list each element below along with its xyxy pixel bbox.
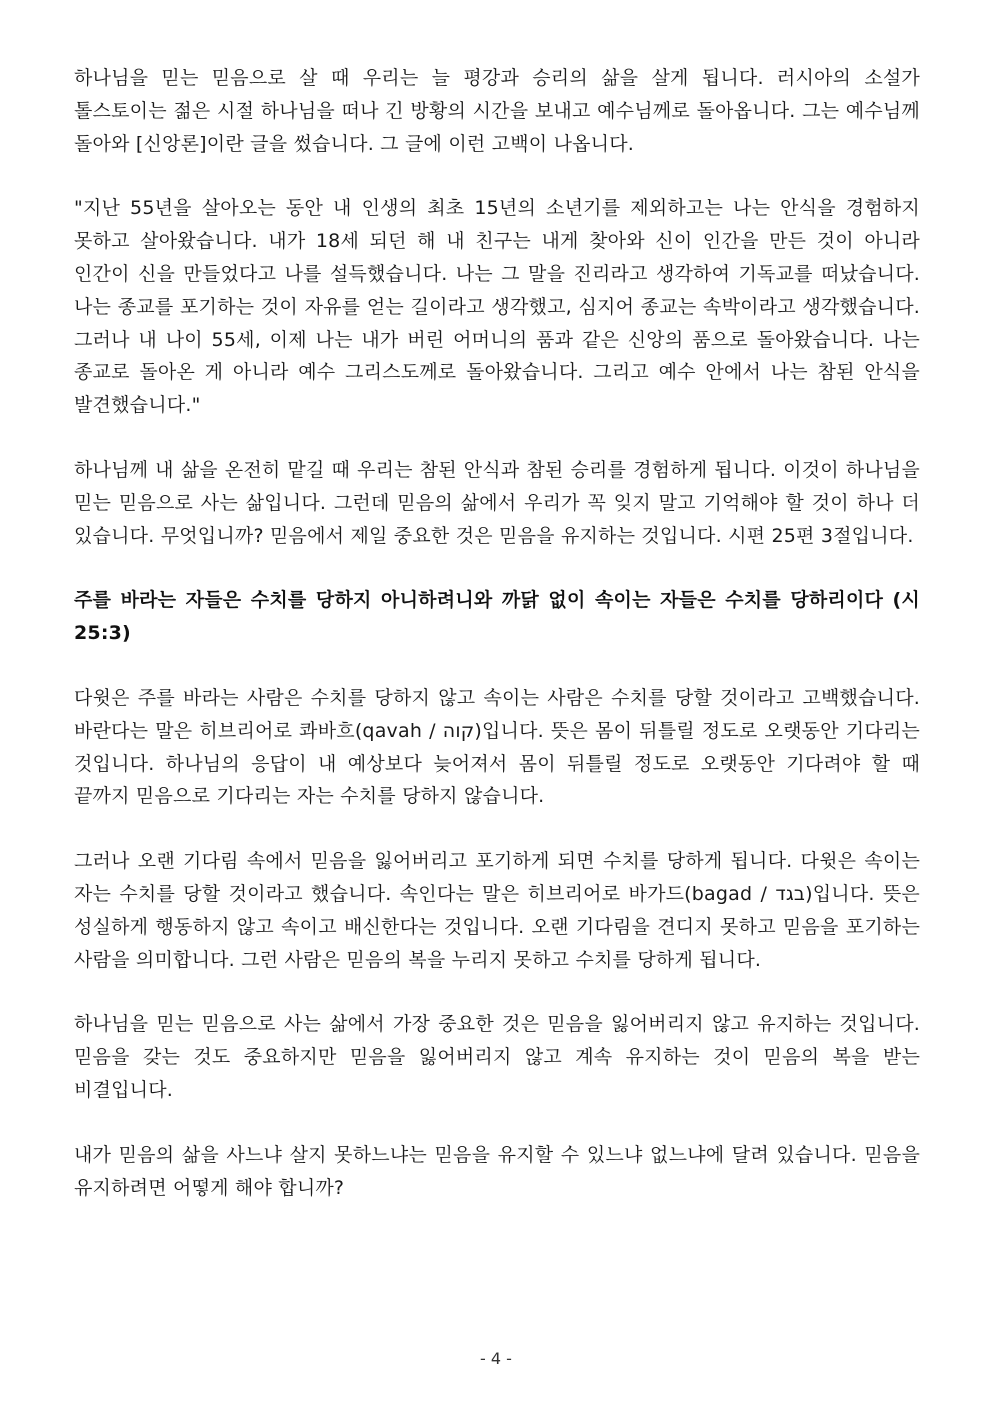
- page-number: - 4 -: [480, 1349, 512, 1368]
- paragraph-qavah: 다윗은 주를 바라는 사람은 수치를 당하지 않고 속이는 사람은 수치를 당할 것이라고 고백했습니다. 바란다는 말은 히브리어로 콰바흐(qavah / קוה)입니다. 뜻은 몸이 뒤틀릴 정도로 오랫동안 기다리는 것입니다. 하나님의 응답이 내 예상보다 늦어져서 몸이 뒤틀릴 정도로 오랫동안 기다려야 할 때 끝까지 믿음으로 기다리는 자는 수치를 당하지 않습니다.: [74, 686, 920, 808]
- scripture-verse: 주를 바라는 자들은 수치를 당하지 아니하려니와 까닭 없이 속이는 자들은 수치를 당하리이다 (시 25:3): [74, 589, 920, 645]
- paragraph-question: 내가 믿음의 삶을 사느냐 살지 못하느냐는 믿음을 유지할 수 있느냐 없느냐에 달려 있습니다. 믿음을 유지하려면 어떻게 해야 합니까?: [74, 1143, 920, 1199]
- paragraph-importance: 하나님을 믿는 믿음으로 사는 삶에서 가장 중요한 것은 믿음을 잃어버리지 않고 유지하는 것입니다. 믿음을 갖는 것도 중요하지만 믿음을 잃어버리지 않고 계속 유지하는 것이 믿음의 복을 받는 비결입니다.: [74, 1013, 920, 1101]
- document-body: [74, 62, 920, 1236]
- paragraph-tolstoy-quote: "지난 55년을 살아오는 동안 내 인생의 최초 15년의 소년기를 제외하고는 나는 안식을 경험하지 못하고 살아왔습니다. 내가 18세 되던 해 내 친구는 내게 찾아와 신이 인간을 만든 것이 아니라 인간이 신을 만들었다고 나를 설득했습니다. 나는 그 말을 진리라고 생각하여 기독교를 떠났습니다. 나는 종교를 포기하는 것이 자유를 얻는 길이라고 생각했고, 심지어 종교는 속박이라고 생각했습니다. 그러나 내 나이 55세, 이제 나는 내가 버린 어머니의 품과 같은 신앙의 품으로 돌아왔습니다. 나는 종교로 돌아온 게 아니라 예수 그리스도께로 돌아왔습니다. 그리고 예수 안에서 나는 참된 안식을 발견했습니다.": [74, 197, 920, 417]
- paragraph-intro: 하나님을 믿는 믿음으로 살 때 우리는 늘 평강과 승리의 삶을 살게 됩니다. 러시아의 소설가 톨스토이는 젊은 시절 하나님을 떠나 긴 방황의 시간을 보내고 예수님께로 돌아옵니다. 그는 예수님께 돌아와 [신앙론]이란 글을 썼습니다. 그 글에 이런 고백이 나옵니다.: [74, 67, 920, 155]
- paragraph-bagad: 그러나 오랜 기다림 속에서 믿음을 잃어버리고 포기하게 되면 수치를 당하게 됩니다. 다윗은 속이는 자는 수치를 당할 것이라고 했습니다. 속인다는 말은 히브리어로 바가드(bagad / בגד)입니다. 뜻은 성실하게 행동하지 않고 속이고 배신한다는 것입니다. 오랜 기다림을 견디지 못하고 믿음을 포기하는 사람을 의미합니다. 그런 사람은 믿음의 복을 누리지 못하고 수치를 당하게 됩니다.: [74, 850, 920, 971]
- paragraph-faith-maintenance: 하나님께 내 삶을 온전히 맡길 때 우리는 참된 안식과 참된 승리를 경험하게 됩니다. 이것이 하나님을 믿는 믿음으로 사는 삶입니다. 그런데 믿음의 삶에서 우리가 꼭 잊지 말고 기억해야 할 것이 하나 더 있습니다. 무엇입니까? 믿음에서 제일 중요한 것은 믿음을 유지하는 것입니다. 시편 25편 3절입니다.: [74, 458, 920, 547]
